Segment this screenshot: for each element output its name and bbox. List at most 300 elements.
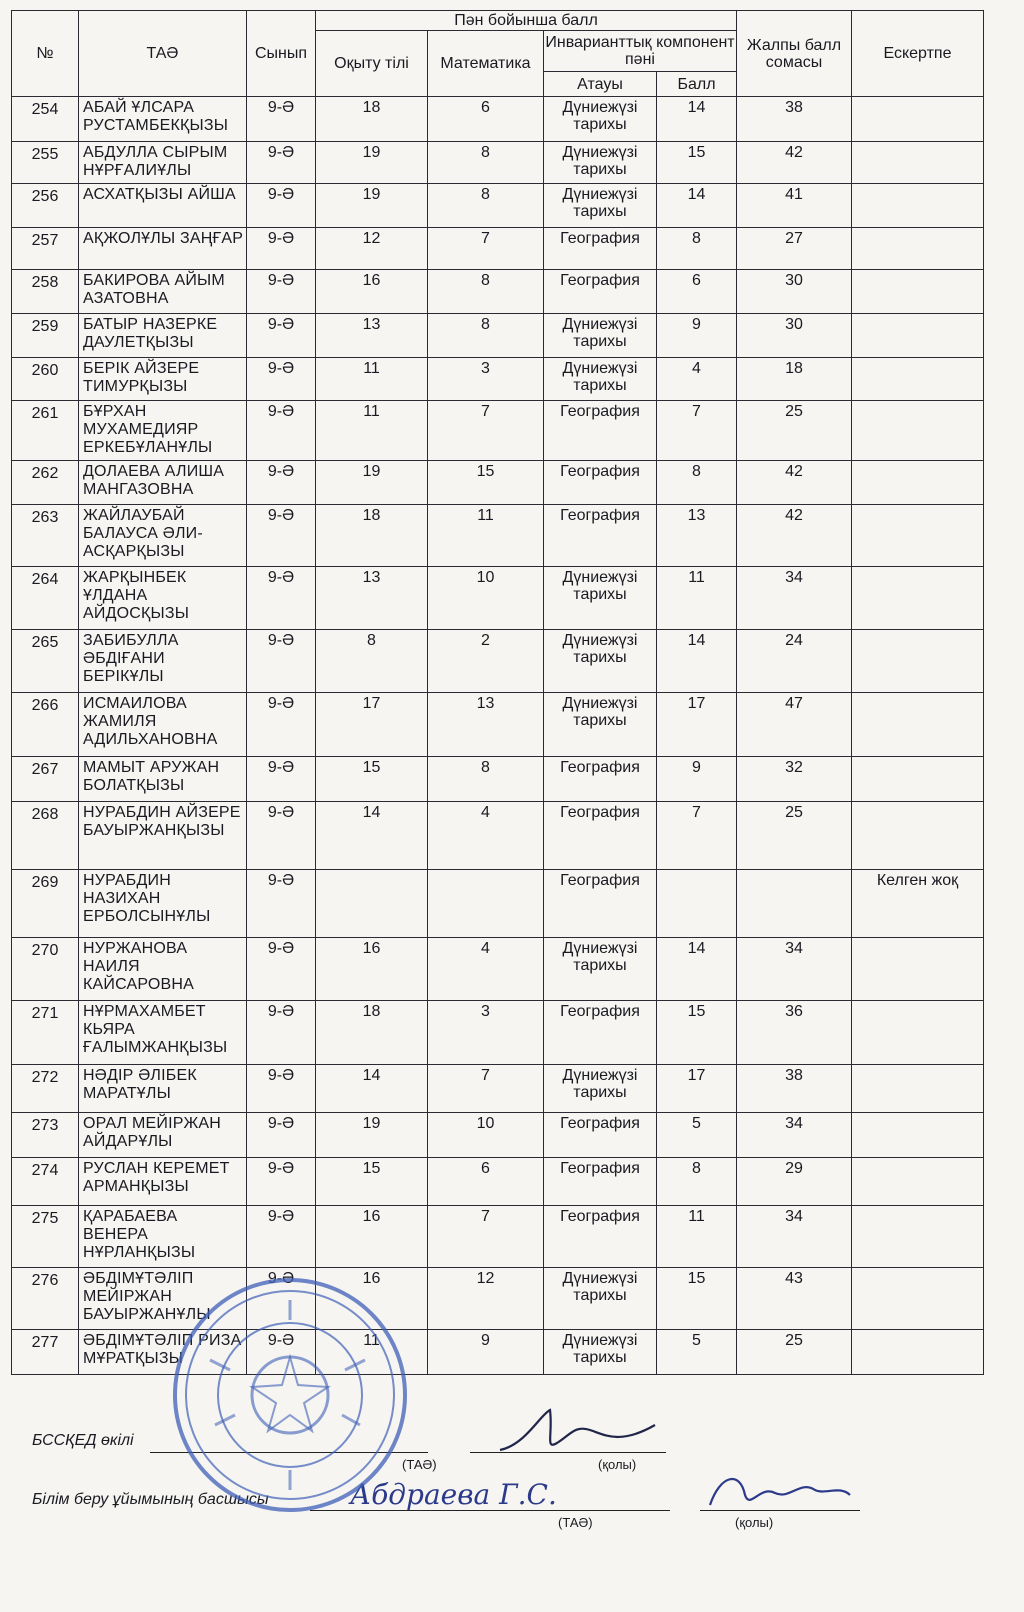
note-cell: [852, 184, 984, 228]
student-name: [79, 938, 247, 1001]
class-cell-text: 9-Ә: [267, 403, 295, 420]
math-score: [428, 938, 544, 1001]
language-score: [316, 567, 428, 630]
math-score: [428, 1268, 544, 1330]
total-score-text: 42: [785, 144, 803, 161]
invariant-subject-text: Дүниежүзі тарихы: [562, 316, 638, 350]
row-number-text: 260: [31, 362, 59, 379]
math-score-text: 7: [481, 230, 490, 247]
student-name: [79, 314, 247, 358]
table-row: [12, 314, 984, 358]
note-cell: [852, 401, 984, 461]
table-row: [12, 870, 984, 938]
invariant-score: [657, 938, 737, 1001]
math-score-text: 8: [481, 186, 490, 203]
class-cell: [247, 314, 316, 358]
table-row: [12, 757, 984, 802]
table-row: [12, 1268, 984, 1330]
invariant-score-text: 14: [687, 186, 706, 203]
class-cell: [247, 870, 316, 938]
student-name: [79, 870, 247, 938]
total-score-text: 41: [785, 186, 803, 203]
representative-label: БССҚЕД өкілі: [32, 1432, 134, 1449]
invariant-subject: [544, 757, 657, 802]
invariant-subject: [544, 567, 657, 630]
total-score: [737, 97, 852, 142]
class-cell: [247, 270, 316, 314]
total-score: [737, 358, 852, 401]
student-name-text: НУРАБДИН НАЗИХАН ЕРБОЛСЫНҰЛЫ: [83, 872, 211, 925]
note-cell: [852, 1206, 984, 1268]
student-name: [79, 757, 247, 802]
invariant-score-text: 6: [692, 272, 701, 289]
table-row: [12, 228, 984, 270]
language-score: [316, 505, 428, 567]
table-row: [12, 97, 984, 142]
header-no: №: [12, 11, 79, 97]
student-name-text: АБАЙ ҰЛСАРА РУСТАМБЕКҚЫЗЫ: [83, 99, 229, 134]
language-score-text: 13: [362, 316, 381, 333]
total-score: [737, 461, 852, 505]
table-row: [12, 142, 984, 184]
row-number-text: 264: [31, 571, 59, 588]
student-name-text: НӘДІР ӘЛІБЕК МАРАТҰЛЫ: [83, 1067, 197, 1102]
language-score: [316, 314, 428, 358]
header-total: Жалпы балл сомасы: [737, 11, 852, 97]
math-score: [428, 693, 544, 757]
student-name: [79, 1113, 247, 1158]
header-invariant: Инварианттық компонент пәні: [544, 31, 737, 72]
invariant-score: [657, 358, 737, 401]
note-cell: [852, 461, 984, 505]
invariant-score-text: 9: [692, 759, 701, 776]
class-cell-text: 9-Ә: [267, 872, 295, 889]
total-score-text: 34: [785, 1115, 803, 1132]
student-name: [79, 567, 247, 630]
class-cell: [247, 97, 316, 142]
invariant-subject-text: География: [560, 1115, 640, 1132]
invariant-subject: [544, 358, 657, 401]
student-name-text: МАМЫТ АРУЖАН БОЛАТҚЫЗЫ: [83, 759, 220, 794]
row-number: [12, 802, 79, 870]
math-score-text: 10: [476, 1115, 495, 1132]
invariant-score: [657, 1001, 737, 1065]
note-cell: [852, 505, 984, 567]
language-score-text: 19: [362, 463, 381, 480]
student-name: [79, 1065, 247, 1113]
language-score-text: 16: [362, 1208, 381, 1225]
language-score: [316, 184, 428, 228]
class-cell: [247, 1001, 316, 1065]
row-number-text: 257: [31, 232, 59, 249]
student-name: [79, 1158, 247, 1206]
note-cell: [852, 1113, 984, 1158]
row-number-text: 261: [31, 405, 59, 422]
math-score-text: 7: [481, 1067, 490, 1084]
class-cell-text: 9-Ә: [267, 759, 295, 776]
total-score-text: 18: [785, 360, 803, 377]
student-name: [79, 461, 247, 505]
invariant-subject-text: Дүниежүзі тарихы: [562, 940, 638, 974]
total-score: [737, 1158, 852, 1206]
note-cell-text: Келген жоқ: [876, 872, 959, 889]
total-score: [737, 757, 852, 802]
student-name-text: ӘБДІМҰТӘЛІП РИЗА МҰРАТҚЫЗЫ: [83, 1332, 242, 1367]
total-score: [737, 505, 852, 567]
row-number: [12, 1268, 79, 1330]
math-score: [428, 1065, 544, 1113]
row-number-text: 265: [31, 634, 59, 651]
table-row: [12, 505, 984, 567]
header-language: Оқыту тілі: [316, 31, 428, 97]
invariant-score: [657, 1330, 737, 1375]
math-score-text: 4: [481, 804, 490, 821]
math-score: [428, 1206, 544, 1268]
class-cell-text: 9-Ә: [267, 463, 295, 480]
note-cell: [852, 270, 984, 314]
language-score: [316, 1113, 428, 1158]
class-cell: [247, 142, 316, 184]
head-name-handwritten: Абдраева Г.С.: [350, 1478, 557, 1511]
invariant-subject-text: Дүниежүзі тарихы: [562, 360, 638, 394]
language-score-text: 16: [362, 940, 381, 957]
math-score-text: 8: [481, 144, 490, 161]
row-number-text: 259: [31, 318, 59, 335]
language-score-text: 15: [362, 759, 381, 776]
invariant-score: [657, 870, 737, 938]
representative-signature: [495, 1405, 665, 1460]
math-score: [428, 567, 544, 630]
invariant-score-text: 14: [687, 940, 706, 957]
class-cell: [247, 630, 316, 693]
note-cell: [852, 1330, 984, 1375]
table-row: [12, 693, 984, 757]
invariant-subject-text: Дүниежүзі тарихы: [562, 99, 638, 133]
note-cell: [852, 358, 984, 401]
invariant-score: [657, 630, 737, 693]
invariant-subject-text: Дүниежүзі тарихы: [562, 695, 638, 729]
math-score-text: 3: [481, 1003, 490, 1020]
student-name-text: НУРЖАНОВА НАИЛЯ КАЙСАРОВНА: [83, 940, 195, 993]
class-cell: [247, 228, 316, 270]
header-invariant-name: Атауы: [544, 72, 657, 97]
results-table: [11, 10, 984, 1375]
total-score-text: 36: [785, 1003, 803, 1020]
invariant-subject: [544, 97, 657, 142]
row-number: [12, 505, 79, 567]
total-score-text: 42: [785, 507, 803, 524]
header-invariant-score: Балл: [657, 72, 737, 97]
math-score: [428, 358, 544, 401]
invariant-score: [657, 693, 737, 757]
class-cell-text: 9-Ә: [267, 632, 295, 649]
total-score-text: 24: [785, 632, 803, 649]
invariant-subject-text: География: [560, 1003, 640, 1020]
student-name: [79, 693, 247, 757]
invariant-score-text: 8: [692, 230, 701, 247]
invariant-subject: [544, 938, 657, 1001]
invariant-score-text: 8: [692, 1160, 701, 1177]
student-name-text: БАТЫР НАЗЕРКЕ ДАУЛЕТҚЫЗЫ: [83, 316, 218, 351]
invariant-subject: [544, 1268, 657, 1330]
invariant-subject-text: География: [560, 1160, 640, 1177]
total-score-text: 25: [785, 1332, 803, 1349]
invariant-subject-text: География: [560, 1208, 640, 1225]
student-name: [79, 228, 247, 270]
class-cell-text: 9-Ә: [267, 1270, 295, 1287]
invariant-score: [657, 97, 737, 142]
invariant-subject: [544, 802, 657, 870]
table-row: [12, 1113, 984, 1158]
invariant-score: [657, 567, 737, 630]
invariant-score-text: 13: [687, 507, 706, 524]
invariant-score-text: 15: [687, 1003, 706, 1020]
invariant-subject-text: География: [560, 759, 640, 776]
student-name-text: ЖАРҚЫНБЕК ҰЛДАНА АЙДОСҚЫЗЫ: [83, 569, 190, 622]
invariant-subject-text: Дүниежүзі тарихы: [562, 1067, 638, 1101]
math-score-text: 13: [476, 695, 495, 712]
invariant-subject-text: География: [560, 507, 640, 524]
language-score: [316, 97, 428, 142]
table-row: [12, 938, 984, 1001]
total-score-text: 42: [785, 463, 803, 480]
language-score: [316, 358, 428, 401]
student-name-text: АҚЖОЛҰЛЫ ЗАҢҒАР: [83, 230, 244, 247]
head-name-caption: (ТАӘ): [558, 1515, 593, 1530]
row-number: [12, 1158, 79, 1206]
language-score-text: 17: [362, 695, 381, 712]
note-cell: [852, 693, 984, 757]
class-cell-text: 9-Ә: [267, 940, 295, 957]
math-score: [428, 870, 544, 938]
math-score-text: 3: [481, 360, 490, 377]
math-score-text: 2: [481, 632, 490, 649]
note-cell: [852, 567, 984, 630]
table-row: [12, 401, 984, 461]
invariant-subject-text: Дүниежүзі тарихы: [562, 1270, 638, 1304]
invariant-score-text: 4: [692, 360, 701, 377]
math-score: [428, 270, 544, 314]
row-number-text: 276: [31, 1272, 59, 1289]
invariant-score: [657, 757, 737, 802]
invariant-score: [657, 1113, 737, 1158]
student-name-text: НУРАБДИН АЙЗЕРЕ БАУЫРЖАНҚЫЗЫ: [83, 804, 241, 839]
student-name-text: ӘБДІМҰТӘЛІП МЕЙІРЖАН БАУЫРЖАНҰЛЫ: [83, 1270, 211, 1323]
language-score: [316, 228, 428, 270]
invariant-score: [657, 314, 737, 358]
row-number-text: 270: [31, 942, 59, 959]
head-label: Білім беру ұйымының басшысы: [32, 1491, 269, 1508]
math-score: [428, 757, 544, 802]
language-score-text: 8: [367, 632, 376, 649]
student-name-text: НҰРМАХАМБЕТ КЬЯРА ҒАЛЫМЖАНҚЫЗЫ: [83, 1003, 228, 1056]
invariant-score: [657, 401, 737, 461]
total-score-text: 30: [785, 316, 803, 333]
total-score-text: 38: [785, 99, 803, 116]
math-score-text: 6: [481, 99, 490, 116]
note-cell: [852, 802, 984, 870]
invariant-subject: [544, 1158, 657, 1206]
invariant-subject: [544, 270, 657, 314]
total-score-text: 34: [785, 940, 803, 957]
math-score: [428, 184, 544, 228]
student-name: [79, 142, 247, 184]
math-score-text: 15: [476, 463, 495, 480]
language-score-text: 19: [362, 186, 381, 203]
student-name-text: ИСМАИЛОВА ЖАМИЛЯ АДИЛЬХАНОВНА: [83, 695, 218, 748]
math-score: [428, 1330, 544, 1375]
row-number-text: 263: [31, 509, 59, 526]
invariant-subject: [544, 630, 657, 693]
row-number: [12, 97, 79, 142]
row-number-text: 274: [31, 1162, 59, 1179]
row-number: [12, 358, 79, 401]
total-score: [737, 1206, 852, 1268]
total-score: [737, 802, 852, 870]
total-score-text: 34: [785, 1208, 803, 1225]
math-score-text: 8: [481, 272, 490, 289]
student-name: [79, 1001, 247, 1065]
math-score-text: 12: [476, 1270, 495, 1287]
language-score-text: 11: [363, 1332, 380, 1349]
row-number-text: 275: [31, 1210, 59, 1227]
table-row: [12, 1330, 984, 1375]
class-cell-text: 9-Ә: [267, 316, 295, 333]
class-cell: [247, 1065, 316, 1113]
math-score: [428, 802, 544, 870]
student-name: [79, 802, 247, 870]
invariant-subject: [544, 1113, 657, 1158]
language-score: [316, 1158, 428, 1206]
row-number-text: 272: [31, 1069, 59, 1086]
row-number: [12, 630, 79, 693]
invariant-score: [657, 461, 737, 505]
invariant-score-text: 14: [687, 632, 706, 649]
math-score: [428, 228, 544, 270]
math-score: [428, 142, 544, 184]
math-score-text: 7: [481, 1208, 490, 1225]
note-cell: [852, 938, 984, 1001]
total-score: [737, 1330, 852, 1375]
language-score: [316, 1001, 428, 1065]
class-cell: [247, 461, 316, 505]
student-name: [79, 184, 247, 228]
total-score: [737, 1113, 852, 1158]
invariant-subject: [544, 142, 657, 184]
class-cell-text: 9-Ә: [267, 1332, 295, 1349]
total-score: [737, 401, 852, 461]
invariant-subject-text: Дүниежүзі тарихы: [562, 632, 638, 666]
row-number-text: 271: [31, 1005, 59, 1022]
invariant-subject-text: Дүниежүзі тарихы: [562, 1332, 638, 1366]
student-name-text: РУСЛАН КЕРЕМЕТ АРМАНҚЫЗЫ: [83, 1160, 230, 1195]
total-score: [737, 693, 852, 757]
math-score-text: 9: [481, 1332, 490, 1349]
class-cell-text: 9-Ә: [267, 804, 295, 821]
invariant-subject-text: География: [560, 403, 640, 420]
invariant-subject: [544, 314, 657, 358]
class-cell-text: 9-Ә: [267, 1115, 295, 1132]
class-cell: [247, 401, 316, 461]
row-number: [12, 870, 79, 938]
table-row: [12, 567, 984, 630]
invariant-subject-text: Дүниежүзі тарихы: [562, 569, 638, 603]
total-score: [737, 314, 852, 358]
invariant-score-text: 11: [688, 1208, 705, 1225]
row-number: [12, 1206, 79, 1268]
class-cell: [247, 358, 316, 401]
invariant-score-text: 5: [692, 1115, 701, 1132]
math-score-text: 8: [481, 316, 490, 333]
row-number-text: 266: [31, 697, 59, 714]
total-score: [737, 270, 852, 314]
row-number: [12, 142, 79, 184]
language-score-text: 18: [362, 1003, 381, 1020]
invariant-subject: [544, 184, 657, 228]
row-number-text: 256: [31, 188, 59, 205]
class-cell-text: 9-Ә: [267, 1208, 295, 1225]
class-cell: [247, 184, 316, 228]
invariant-score: [657, 184, 737, 228]
invariant-subject: [544, 505, 657, 567]
table-row: [12, 630, 984, 693]
class-cell: [247, 757, 316, 802]
math-score: [428, 97, 544, 142]
row-number-text: 277: [31, 1334, 59, 1351]
class-cell: [247, 505, 316, 567]
invariant-subject-text: Дүниежүзі тарихы: [562, 186, 638, 220]
table-body: [12, 97, 984, 1375]
row-number: [12, 757, 79, 802]
student-name-text: ОРАЛ МЕЙІРЖАН АЙДАРҰЛЫ: [83, 1115, 222, 1150]
language-score: [316, 142, 428, 184]
invariant-subject: [544, 693, 657, 757]
invariant-subject-text: География: [560, 272, 640, 289]
row-number: [12, 938, 79, 1001]
total-score-text: 32: [785, 759, 803, 776]
class-cell-text: 9-Ә: [267, 186, 295, 203]
total-score-text: 47: [785, 695, 803, 712]
row-number: [12, 270, 79, 314]
note-cell: [852, 630, 984, 693]
student-name-text: БҰРХАН МУХАМЕДИЯР ЕРКЕБҰЛАНҰЛЫ: [83, 403, 213, 456]
class-cell-text: 9-Ә: [267, 695, 295, 712]
student-name-text: ДОЛАЕВА АЛИША МАНГАЗОВНА: [83, 463, 225, 498]
language-score: [316, 461, 428, 505]
language-score: [316, 870, 428, 938]
head-signature: [700, 1465, 860, 1520]
row-number: [12, 401, 79, 461]
class-cell: [247, 693, 316, 757]
math-score: [428, 461, 544, 505]
language-score: [316, 757, 428, 802]
class-cell-text: 9-Ә: [267, 1003, 295, 1020]
invariant-score-text: 17: [687, 695, 706, 712]
language-score: [316, 693, 428, 757]
row-number-text: 262: [31, 465, 59, 482]
total-score: [737, 142, 852, 184]
math-score: [428, 1158, 544, 1206]
total-score: [737, 184, 852, 228]
total-score: [737, 630, 852, 693]
language-score-text: 11: [363, 403, 380, 420]
row-number: [12, 1065, 79, 1113]
row-number: [12, 693, 79, 757]
class-cell-text: 9-Ә: [267, 144, 295, 161]
invariant-subject-text: География: [560, 463, 640, 480]
invariant-subject: [544, 228, 657, 270]
invariant-score: [657, 228, 737, 270]
